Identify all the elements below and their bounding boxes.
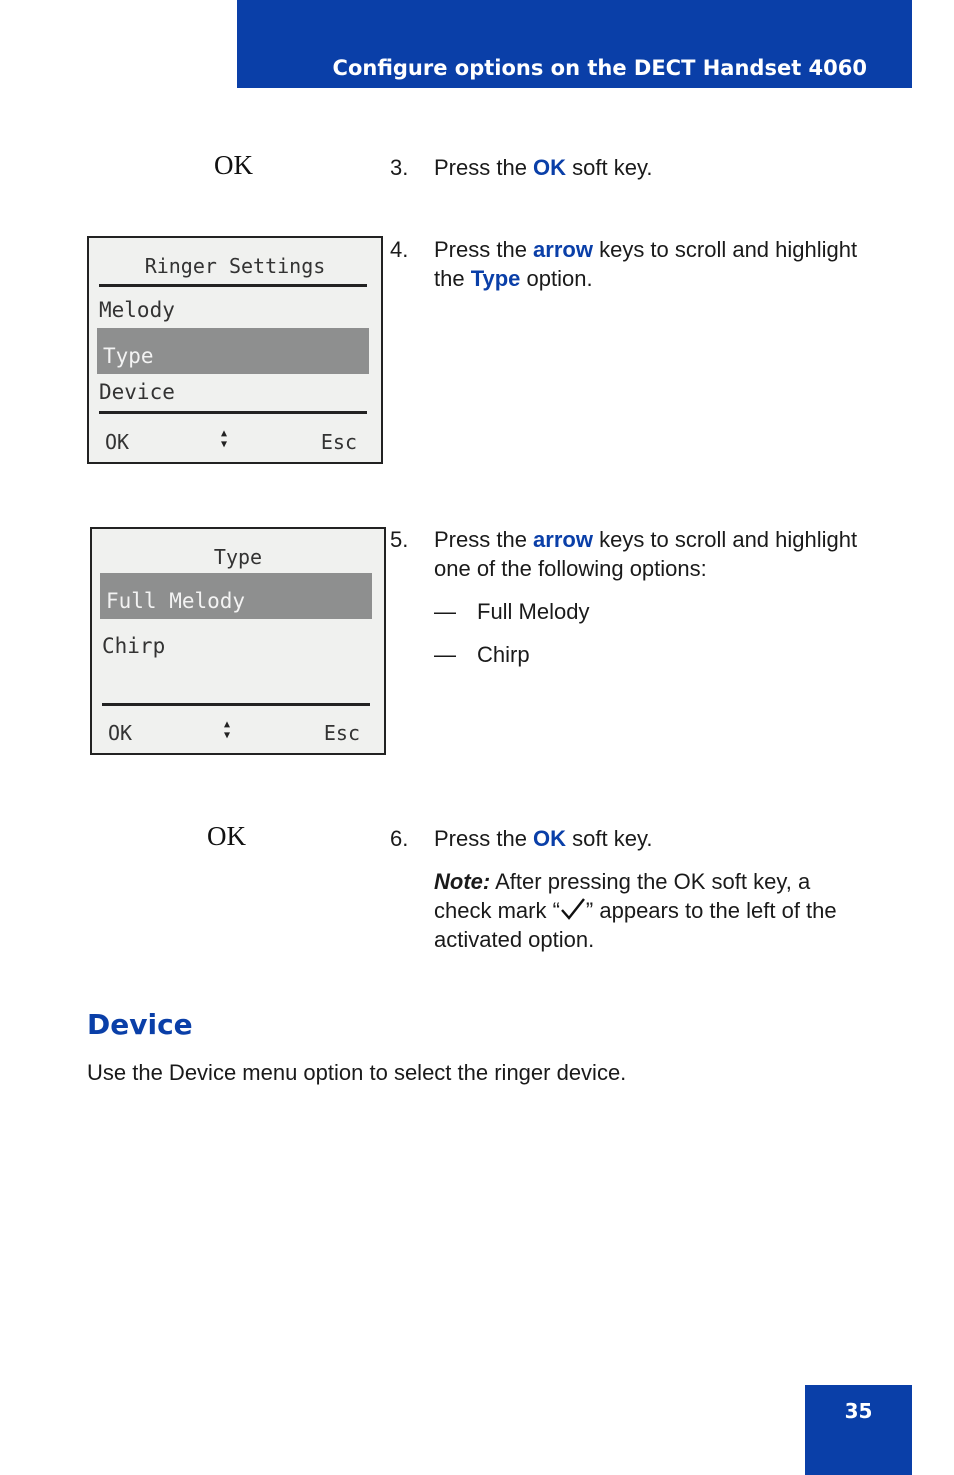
option-chirp: — Chirp bbox=[434, 642, 530, 667]
option-full-melody: — Full Melody bbox=[434, 599, 590, 624]
divider bbox=[102, 703, 370, 706]
arrow-key-highlight: arrow bbox=[533, 237, 593, 262]
step-number: 6. bbox=[390, 826, 409, 851]
softkey-esc: Esc bbox=[320, 430, 357, 454]
section-description: Use the Device menu option to select the ringer device. bbox=[87, 1060, 627, 1085]
page-header-title: Configure options on the DECT Handset 4060 bbox=[332, 56, 867, 80]
handset-screen-type bbox=[90, 527, 386, 755]
step-number: 5. bbox=[390, 527, 409, 552]
softkey-esc: Esc bbox=[323, 721, 360, 745]
step-4: 4. Press the arrow keys to scroll and highlight the Type option. bbox=[390, 237, 858, 291]
up-down-arrow-icon: ▲ ▼ bbox=[221, 428, 228, 450]
note: Note: After pressing the OK soft key, a check mark “ ” appears to the left of the activated option. bbox=[434, 869, 837, 952]
type-option-highlight: Type bbox=[470, 266, 521, 291]
divider bbox=[99, 411, 367, 414]
note-label: Note: bbox=[434, 869, 491, 894]
menu-item-type-selected: Type bbox=[97, 328, 369, 374]
page-number: 35 bbox=[844, 1399, 873, 1423]
softkey-ok: OK bbox=[108, 721, 133, 745]
softkey-ok: OK bbox=[105, 430, 130, 454]
section-heading-device: Device bbox=[87, 1008, 193, 1041]
screen-title: Ringer Settings bbox=[144, 254, 326, 278]
menu-item-chirp: Chirp bbox=[102, 634, 166, 658]
ok-key-highlight: OK bbox=[533, 826, 567, 851]
handset-screen-ringer-settings bbox=[87, 236, 383, 464]
page-number-box bbox=[805, 1385, 912, 1475]
step-3: 3. Press the OK soft key. bbox=[390, 155, 653, 180]
header-bar bbox=[237, 0, 912, 88]
screen-title: Type bbox=[213, 545, 263, 569]
ok-key-highlight: OK bbox=[533, 155, 567, 180]
menu-item-melody: Melody bbox=[99, 298, 175, 322]
step-6: 6. Press the OK soft key. Note: After pressing the OK soft key, a check mark “ ” appears to the left of the activated option. bbox=[390, 824, 860, 954]
up-down-arrow-icon: ▲ ▼ bbox=[224, 719, 231, 741]
ok-softkey-label: OK bbox=[214, 150, 253, 180]
arrow-key-highlight: arrow bbox=[533, 527, 593, 552]
ok-softkey-label: OK bbox=[207, 821, 246, 851]
step-number: 3. bbox=[390, 155, 409, 180]
divider bbox=[99, 284, 367, 287]
check-icon bbox=[560, 897, 586, 921]
menu-item-device: Device bbox=[99, 380, 175, 404]
step-number: 4. bbox=[390, 237, 409, 262]
menu-item-full-melody-selected: Full Melody bbox=[100, 573, 372, 619]
step-5: 5. Press the arrow keys to scroll and highlight one of the following options: — Full Melody — Chirp bbox=[390, 525, 860, 669]
